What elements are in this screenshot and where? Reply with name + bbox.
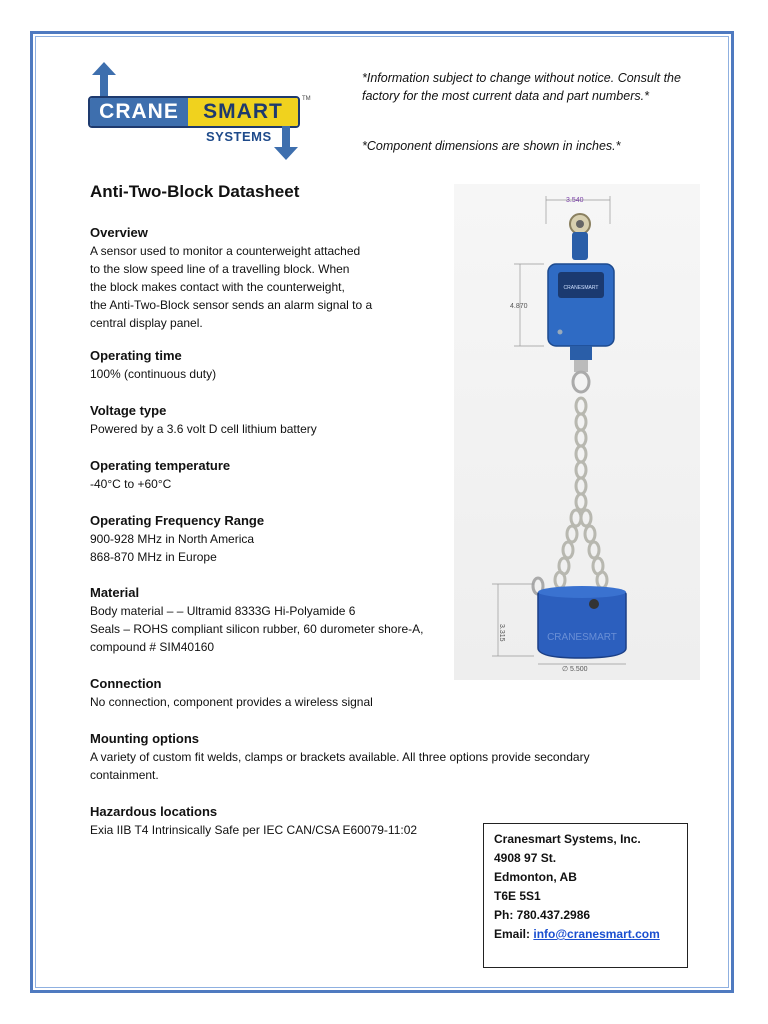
logo-trademark: TM (302, 96, 311, 102)
logo-subtitle: SYSTEMS (206, 129, 272, 144)
section-line: No connection, component provides a wireless signal (90, 695, 373, 709)
dim-height-weight: 3.315 (498, 624, 505, 642)
section-line: 868-870 MHz in Europe (90, 550, 217, 564)
cranesmart-logo (86, 62, 316, 164)
dimensions-notice: *Component dimensions are shown in inches.* (362, 139, 621, 153)
section-heading: Operating temperature (90, 458, 231, 473)
postal-code: T6E 5S1 (494, 889, 541, 903)
info-notice: *Information subject to change without notice. Consult the factory for the most current data and part numbers.* (362, 71, 681, 103)
company-name: Cranesmart Systems, Inc. (494, 832, 641, 846)
section-heading: Operating time (90, 348, 182, 363)
section-line: -40°C to +60°C (90, 477, 172, 491)
section-line: Seals – ROHS compliant silicon rubber, 60 durometer shore-A, (90, 622, 424, 636)
arrow-up-icon (92, 62, 116, 96)
section-heading: Operating Frequency Range (90, 513, 265, 528)
contact-box (483, 823, 688, 968)
dim-width-top: 3.540 (566, 197, 584, 204)
section-line: the block makes contact with the counterweight, (90, 280, 345, 294)
section-heading: Voltage type (90, 403, 167, 418)
section-line: containment. (90, 768, 159, 782)
section-line: 100% (continuous duty) (90, 367, 217, 381)
section-line: A variety of custom fit welds, clamps or brackets available. All three options provide secondary (90, 750, 590, 764)
product-image (454, 184, 700, 680)
page-title: Anti-Two-Block Datasheet (90, 182, 300, 201)
logo-wordmark (88, 96, 300, 128)
section-line: compound # SIM40160 (90, 640, 215, 654)
section-mounting-options (90, 730, 690, 784)
section-connection (90, 675, 650, 711)
logo-word-crane: CRANE (90, 98, 188, 126)
section-heading: Hazardous locations (90, 804, 218, 819)
dim-height-body: 4.870 (510, 303, 528, 310)
section-line: Exia IIB T4 Intrinsically Safe per IEC CAN/CSA E60079-11:02 (90, 823, 418, 837)
section-line: Body material – – Ultramid 8333G Hi-Polyamide 6 (90, 604, 356, 618)
email-link[interactable]: info@cranesmart.com (533, 927, 660, 941)
anti-two-block-illustration (454, 184, 700, 680)
section-line: 900-928 MHz in North America (90, 532, 255, 546)
email-line (494, 925, 677, 944)
dim-diameter: ∅ 5.500 (562, 666, 588, 673)
sensor-label: CRANESMART (563, 285, 599, 291)
phone: Ph: 780.437.2986 (494, 908, 591, 922)
section-line: A sensor used to monitor a counterweight attached (90, 244, 361, 258)
arrow-down-icon (274, 126, 298, 160)
street-address: 4908 97 St. (494, 851, 557, 865)
section-line: to the slow speed line of a travelling block. When (90, 262, 350, 276)
section-line: Powered by a 3.6 volt D cell lithium battery (90, 422, 317, 436)
section-heading: Mounting options (90, 731, 200, 746)
weight-label: CRANESMART (547, 632, 617, 643)
section-line: central display panel. (90, 316, 203, 330)
section-line: the Anti-Two-Block sensor sends an alarm signal to a (90, 298, 373, 312)
logo-word-smart: SMART (188, 98, 298, 126)
section-heading: Overview (90, 225, 148, 240)
section-heading: Material (90, 585, 140, 600)
section-heading: Connection (90, 676, 162, 691)
city: Edmonton, AB (494, 870, 577, 884)
email-label: Email: (494, 927, 531, 941)
